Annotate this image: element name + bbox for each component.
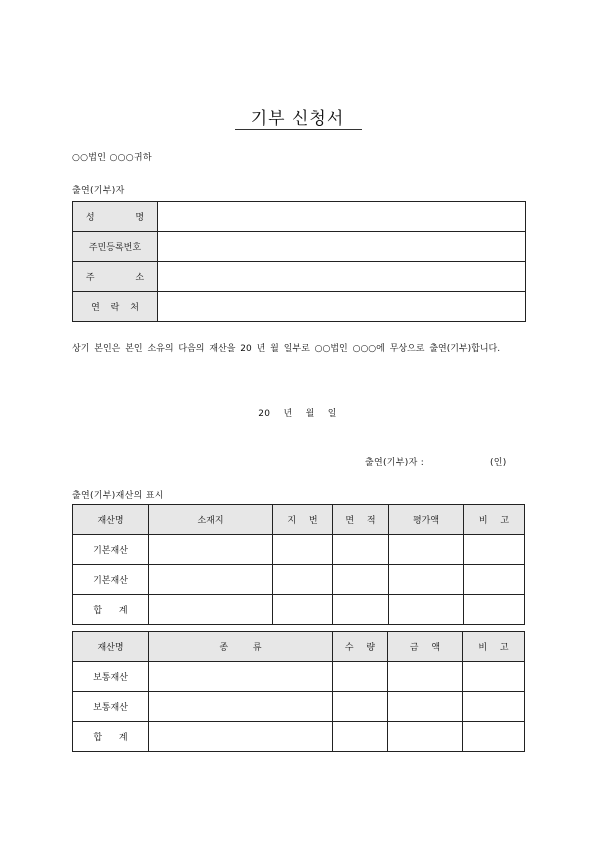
table-cell[interactable] bbox=[464, 565, 525, 595]
row-label-total: 합 계 bbox=[73, 722, 149, 752]
header-area: 면 적 bbox=[333, 505, 389, 535]
field-value-resident-number[interactable] bbox=[158, 232, 526, 262]
table-cell[interactable] bbox=[463, 662, 525, 692]
table-cell[interactable] bbox=[388, 722, 463, 752]
table-row bbox=[73, 595, 525, 625]
table-cell[interactable] bbox=[333, 565, 389, 595]
table-cell[interactable] bbox=[389, 565, 464, 595]
field-value-contact[interactable] bbox=[158, 292, 526, 322]
field-value-address[interactable] bbox=[158, 262, 526, 292]
document-title: 기부 신청서 bbox=[250, 109, 345, 129]
table-cell[interactable] bbox=[149, 535, 273, 565]
applicant-table bbox=[72, 201, 526, 322]
donation-statement: 상기 본인은 본인 소유의 다음의 재산을 20 년 월 일부로 ○○법인 ○○○에 무상으로 출연(기부)합니다. bbox=[72, 344, 501, 354]
row-label-ordinary-property: 보통재산 bbox=[73, 692, 149, 722]
table-cell[interactable] bbox=[388, 662, 463, 692]
table-header-row bbox=[73, 632, 525, 662]
table-row bbox=[73, 722, 525, 752]
property-section-label: 출연(기부)재산의 표시 bbox=[72, 491, 164, 501]
field-label-address: 주 소 bbox=[73, 262, 158, 292]
header-location: 소재지 bbox=[149, 505, 273, 535]
field-label-contact: 연 락 처 bbox=[73, 292, 158, 322]
date-line: 20 년 월 일 bbox=[258, 409, 337, 419]
table-row bbox=[73, 232, 526, 262]
recipient-line: ○○법인 ○○○귀하 bbox=[72, 153, 152, 163]
table-cell[interactable] bbox=[333, 535, 389, 565]
header-appraised-value: 평가액 bbox=[389, 505, 464, 535]
header-remarks: 비 고 bbox=[463, 632, 525, 662]
header-property-name: 재산명 bbox=[73, 632, 149, 662]
table-cell[interactable] bbox=[149, 662, 333, 692]
table-row bbox=[73, 292, 526, 322]
header-amount: 금 액 bbox=[388, 632, 463, 662]
table-cell[interactable] bbox=[273, 595, 333, 625]
property-table-ordinary bbox=[72, 631, 525, 752]
table-row bbox=[73, 202, 526, 232]
table-cell[interactable] bbox=[333, 595, 389, 625]
table-cell[interactable] bbox=[333, 722, 388, 752]
signer-label: 출연(기부)자 : bbox=[365, 458, 425, 468]
table-cell[interactable] bbox=[389, 595, 464, 625]
table-cell[interactable] bbox=[273, 565, 333, 595]
field-label-name: 성 명 bbox=[73, 202, 158, 232]
field-label-resident-number: 주민등록번호 bbox=[73, 232, 158, 262]
header-lot-number: 지 번 bbox=[273, 505, 333, 535]
table-cell[interactable] bbox=[463, 692, 525, 722]
table-cell[interactable] bbox=[389, 535, 464, 565]
table-cell[interactable] bbox=[149, 565, 273, 595]
row-label-basic-property: 기본재산 bbox=[73, 535, 149, 565]
header-type: 종 류 bbox=[149, 632, 333, 662]
table-cell[interactable] bbox=[388, 692, 463, 722]
table-cell[interactable] bbox=[333, 692, 388, 722]
table-cell[interactable] bbox=[149, 692, 333, 722]
header-property-name: 재산명 bbox=[73, 505, 149, 535]
header-quantity: 수 량 bbox=[333, 632, 388, 662]
row-label-basic-property: 기본재산 bbox=[73, 565, 149, 595]
table-row bbox=[73, 692, 525, 722]
title-underline bbox=[235, 129, 362, 130]
table-row bbox=[73, 262, 526, 292]
table-cell[interactable] bbox=[273, 535, 333, 565]
seal-mark: (인) bbox=[490, 458, 507, 468]
row-label-total: 합 계 bbox=[73, 595, 149, 625]
table-cell[interactable] bbox=[464, 595, 525, 625]
table-cell[interactable] bbox=[463, 722, 525, 752]
row-label-ordinary-property: 보통재산 bbox=[73, 662, 149, 692]
header-remarks: 비 고 bbox=[464, 505, 525, 535]
table-header-row bbox=[73, 505, 525, 535]
table-cell[interactable] bbox=[333, 662, 388, 692]
table-row bbox=[73, 662, 525, 692]
table-cell[interactable] bbox=[464, 535, 525, 565]
table-cell[interactable] bbox=[149, 722, 333, 752]
table-cell[interactable] bbox=[149, 595, 273, 625]
table-row bbox=[73, 565, 525, 595]
table-row bbox=[73, 535, 525, 565]
field-value-name[interactable] bbox=[158, 202, 526, 232]
property-table-basic bbox=[72, 504, 525, 625]
applicant-section-label: 출연(기부)자 bbox=[72, 186, 125, 196]
